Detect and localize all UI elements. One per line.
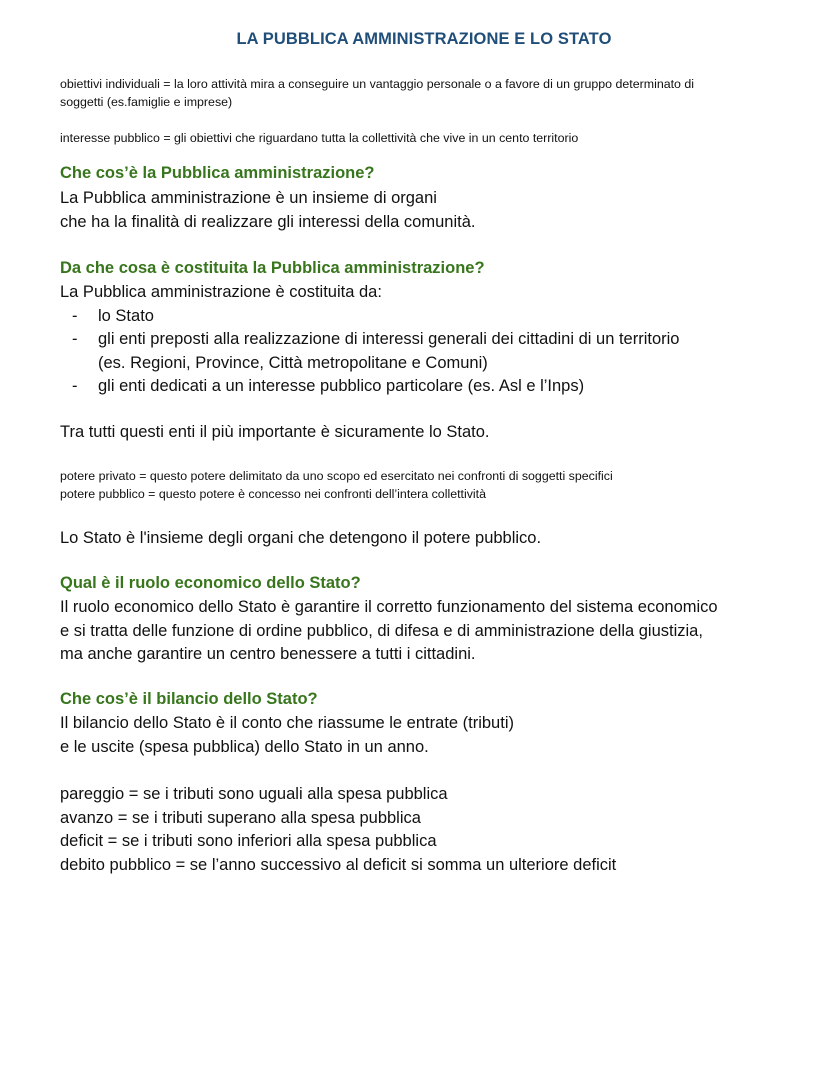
- dash-bullet: -: [72, 306, 78, 325]
- intro-line-2: soggetti (es.famiglie e imprese): [60, 95, 233, 109]
- budget-definitions: [60, 783, 800, 877]
- section3-line-3: ma anche garantire un centro benessere a tutti i cittadini.: [60, 645, 476, 663]
- section4-heading: Che cos’è il bilancio dello Stato?: [60, 690, 318, 708]
- page-title: LA PUBBLICA AMMINISTRAZIONE E LO STATO: [236, 30, 612, 48]
- intro-notes: [60, 75, 780, 111]
- list-item: [60, 375, 800, 399]
- intro-line-1: obiettivi individuali = la loro attività mira a conseguire un vantaggio personale o a favore di un gruppo determinato di: [60, 77, 695, 91]
- section3-line-1: Il ruolo economico dello Stato è garantire il corretto funzionamento del sistema economico: [60, 598, 718, 616]
- section2-body: [60, 281, 800, 399]
- definition-pareggio: pareggio = se i tributi sono uguali alla spesa pubblica: [60, 785, 448, 803]
- section3-line-2: e si tratta delle funzione di ordine pubblico, di difesa e di amministrazione della giustizia,: [60, 621, 703, 640]
- intro-line-3: interesse pubblico = gli obiettivi che riguardano tutta la collettività che vive in un cento territorio: [60, 131, 579, 145]
- power-notes: [60, 467, 780, 503]
- section3-body: [60, 596, 800, 667]
- section1-body: [60, 187, 800, 234]
- section3-heading: Qual è il ruolo economico dello Stato?: [60, 574, 361, 592]
- list-item-text-continuation: (es. Regioni, Province, Città metropolitane e Comuni): [98, 353, 488, 372]
- section2-closing: Tra tutti questi enti il più importante è sicuramente lo Stato.: [60, 423, 490, 441]
- list-item: [60, 328, 800, 375]
- section1-line-2: che ha la finalità di realizzare gli interessi della comunità.: [60, 212, 476, 231]
- list-item-text: lo Stato: [98, 306, 154, 325]
- section2-lead: La Pubblica amministrazione è costituita da:: [60, 283, 382, 301]
- intro-note-public-interest: [60, 129, 780, 147]
- section2-heading: Da che cosa è costituita la Pubblica amministrazione?: [60, 259, 485, 277]
- section4-line-1: Il bilancio dello Stato è il conto che riassume le entrate (tributi): [60, 714, 514, 732]
- dash-bullet: -: [72, 330, 78, 348]
- power-line-1: potere privato = questo potere delimitato da uno scopo ed esercitato nei confronti di soggetti specifici: [60, 469, 613, 483]
- list-item: [60, 305, 800, 329]
- definition-avanzo: avanzo = se i tributi superano alla spesa pubblica: [60, 808, 421, 827]
- list-item-text: gli enti preposti alla realizzazione di interessi generali dei cittadini di un territorio: [98, 330, 680, 348]
- section4-body: [60, 712, 800, 759]
- section1-line-1: La Pubblica amministrazione è un insieme di organi: [60, 189, 437, 207]
- definition-debito-pubblico: debito pubblico = se l’anno successivo al deficit si somma un ulteriore deficit: [60, 855, 617, 874]
- dash-bullet: -: [72, 377, 78, 395]
- section4-line-2: e le uscite (spesa pubblica) dello Stato in un anno.: [60, 737, 429, 756]
- section1-heading: Che cos’è la Pubblica amministrazione?: [60, 164, 375, 182]
- definition-deficit: deficit = se i tributi sono inferiori alla spesa pubblica: [60, 832, 437, 850]
- composition-list: [60, 305, 800, 399]
- list-item-text: gli enti dedicati a un interesse pubblico particolare (es. Asl e l’Inps): [98, 377, 585, 395]
- state-definition: Lo Stato è l'insieme degli organi che detengono il potere pubblico.: [60, 529, 542, 547]
- power-line-2: potere pubblico = questo potere è concesso nei confronti dell’intera collettività: [60, 487, 487, 501]
